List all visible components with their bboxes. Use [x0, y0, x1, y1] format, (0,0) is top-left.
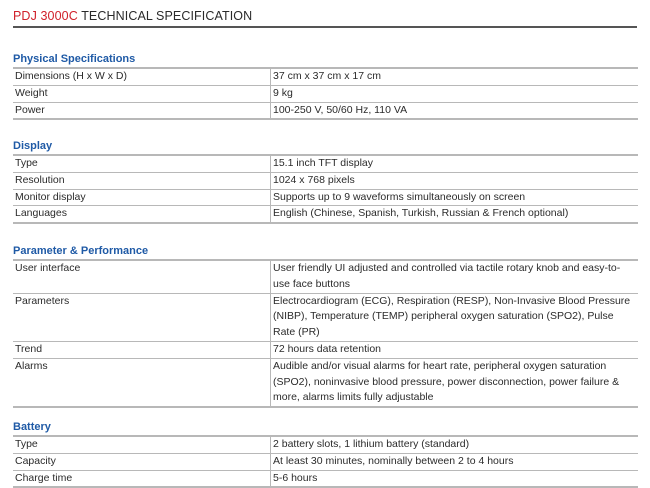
spec-value: 72 hours data retention	[271, 341, 639, 358]
spec-label: Resolution	[13, 172, 271, 189]
spec-value: At least 30 minutes, nominally between 2 to 4 hours	[271, 453, 639, 470]
spec-value: 15.1 inch TFT display	[271, 155, 639, 172]
section-parameter-performance	[13, 244, 638, 408]
table-row	[13, 68, 638, 85]
spec-label: Weight	[13, 85, 271, 102]
table-row	[13, 206, 638, 223]
spec-value: 9 kg	[271, 85, 639, 102]
spec-label: Trend	[13, 341, 271, 358]
spec-label: Power	[13, 102, 271, 119]
table-row	[13, 155, 638, 172]
spec-value: English (Chinese, Spanish, Turkish, Russian & French optional)	[271, 206, 639, 223]
table-row	[13, 341, 638, 358]
spec-label: Alarms	[13, 358, 271, 407]
spec-value: 2 battery slots, 1 lithium battery (standard)	[271, 436, 639, 453]
section-battery	[13, 420, 638, 488]
spec-table	[13, 67, 638, 120]
spec-table	[13, 259, 638, 408]
spec-label: Capacity	[13, 453, 271, 470]
table-row	[13, 189, 638, 206]
page-header	[13, 8, 637, 28]
spec-table	[13, 435, 638, 488]
section-title: Battery	[13, 421, 51, 433]
spec-value: 37 cm x 37 cm x 17 cm	[271, 68, 639, 85]
spec-label: Monitor display	[13, 189, 271, 206]
table-row	[13, 260, 638, 293]
table-row	[13, 172, 638, 189]
spec-value: 1024 x 768 pixels	[271, 172, 639, 189]
model-name: PDJ 3000C	[13, 9, 78, 23]
table-row	[13, 436, 638, 453]
section-title: Physical Specifications	[13, 53, 136, 65]
table-row	[13, 453, 638, 470]
spec-value: Supports up to 9 waveforms simultaneously on screen	[271, 189, 639, 206]
spec-value: 100-250 V, 50/60 Hz, 110 VA	[271, 102, 639, 119]
spec-value: Audible and/or visual alarms for heart rate, peripheral oxygen saturation (SPO2), noninvasive blood pressure, power disconnection, power failure & more, alarms limits fully adjustable	[271, 358, 639, 407]
table-row	[13, 293, 638, 341]
spec-label: Type	[13, 155, 271, 172]
section-physical-specifications	[13, 52, 638, 120]
spec-label: Dimensions (H x W x D)	[13, 68, 271, 85]
spec-value: Electrocardiogram (ECG), Respiration (RESP), Non-Invasive Blood Pressure (NIBP), Temperature (TEMP) peripheral oxygen saturation (SPO2), Pulse Rate (PR)	[271, 293, 639, 341]
table-row	[13, 102, 638, 119]
section-display	[13, 139, 638, 224]
section-title: Display	[13, 140, 53, 152]
table-row	[13, 470, 638, 487]
spec-label: Languages	[13, 206, 271, 223]
spec-label: Parameters	[13, 293, 271, 341]
table-row	[13, 85, 638, 102]
spec-label: Charge time	[13, 470, 271, 487]
spec-table	[13, 154, 638, 224]
spec-value: User friendly UI adjusted and controlled via tactile rotary knob and easy-to-use face buttons	[271, 260, 639, 293]
page-title: TECHNICAL SPECIFICATION	[81, 9, 253, 23]
spec-value: 5-6 hours	[271, 470, 639, 487]
spec-label: Type	[13, 436, 271, 453]
section-title: Parameter & Performance	[13, 245, 149, 257]
table-row	[13, 358, 638, 407]
spec-label: User interface	[13, 260, 271, 293]
